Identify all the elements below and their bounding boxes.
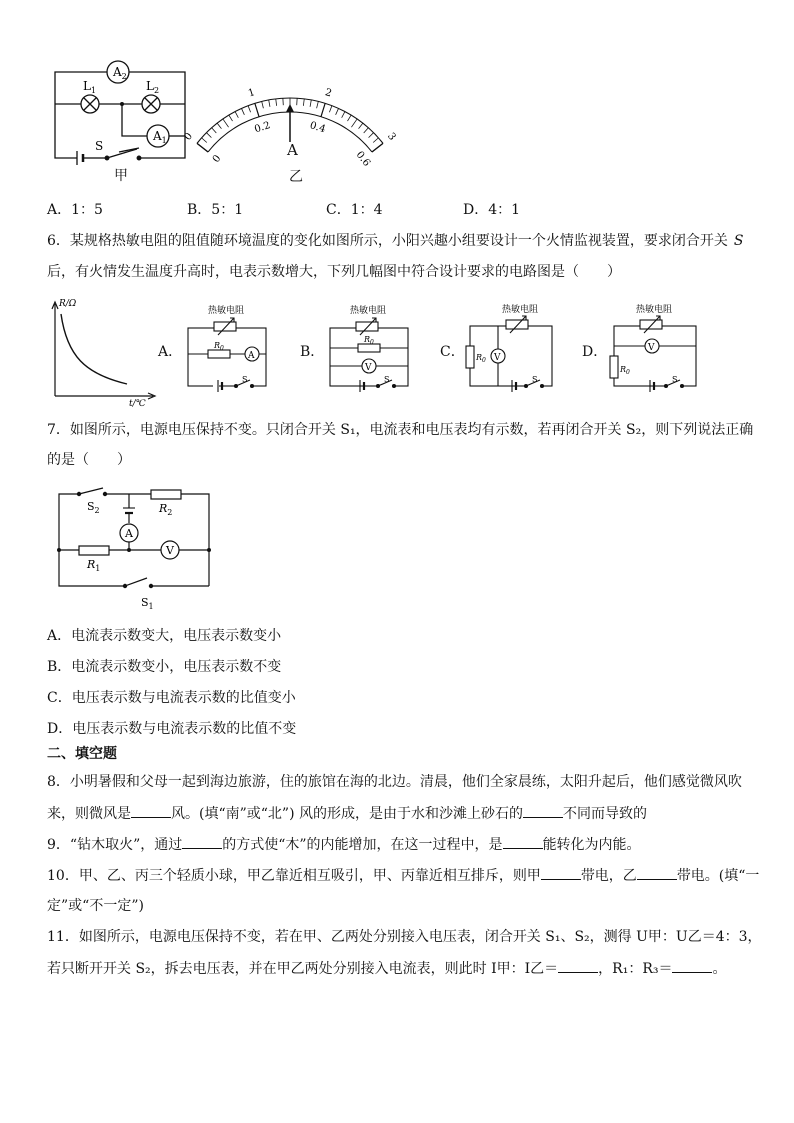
dial-tick bbox=[276, 99, 277, 106]
q7-text-line1: 7．如图所示，电源电压保持不变。只闭合开关 S₁，电流表和电压表均有示数，若再闭合开关 S₂，则下列说法正确 bbox=[47, 422, 754, 438]
q11-line2: 若只断开开关 S₂，拆去电压表，并在甲乙两处分别接入电流表，则此时 I甲：I乙＝ ，R₁：R₃＝ 。 bbox=[47, 958, 726, 979]
q11-line1: 11．如图所示，电源电压保持不变，若在甲、乙两处分别接入电压表，闭合开关 S₁、S₂，测得 U甲：U乙＝4：3， bbox=[47, 929, 762, 945]
q7-circuit bbox=[47, 482, 222, 612]
q6-circuit-d bbox=[606, 302, 706, 392]
dial-tick bbox=[317, 101, 319, 108]
q7-voltmeter: V bbox=[166, 544, 174, 557]
dial-upper-label: 0 bbox=[182, 130, 196, 143]
dial-tick bbox=[369, 133, 374, 138]
switch-d: S bbox=[672, 375, 678, 384]
voltmeter-d: V bbox=[648, 343, 655, 353]
voltmeter-c: V bbox=[494, 353, 501, 363]
dial-tick bbox=[229, 115, 233, 121]
thermistor-label-c: 热敏电阻 bbox=[502, 305, 539, 315]
ammeter-a: A bbox=[248, 351, 255, 361]
q6-circuit-b bbox=[322, 302, 422, 392]
dial-tick bbox=[364, 128, 369, 133]
dial-tick bbox=[348, 115, 352, 121]
r0-label-d: $R_0$ bbox=[620, 365, 630, 376]
graph-ylabel: R/Ω bbox=[59, 299, 77, 309]
a2-label: $A_2$ bbox=[113, 65, 127, 81]
q7-option-d: D．电压表示数与电流表示数的比值不变 bbox=[47, 721, 297, 737]
dial-tick bbox=[321, 103, 325, 116]
dial-tick bbox=[223, 119, 229, 127]
meter-unit: A bbox=[287, 141, 298, 159]
q6-option-b: B． bbox=[300, 344, 325, 360]
r0-label-a: $R_0$ bbox=[214, 341, 224, 352]
dial-tick bbox=[206, 133, 211, 138]
dial-tick bbox=[329, 106, 331, 113]
dial-tick bbox=[255, 103, 259, 116]
q8-blank-2[interactable] bbox=[523, 803, 563, 818]
dial-upper-label: 3 bbox=[384, 130, 398, 143]
q10-blank-1[interactable] bbox=[541, 865, 581, 880]
dial-tick bbox=[351, 119, 357, 127]
dial-tick bbox=[342, 112, 345, 118]
dial-tick bbox=[310, 100, 311, 107]
dial-lower-label: 0.6 bbox=[353, 149, 373, 169]
q6-option-d: D． bbox=[582, 344, 608, 360]
q5-option-a: A．1：5 bbox=[47, 202, 103, 218]
q5-label-jia: 甲 bbox=[114, 168, 128, 184]
q7-s2-label: $S_2$ bbox=[87, 500, 100, 515]
q8-blank-1[interactable] bbox=[131, 803, 171, 818]
section2-title: 二、填空题 bbox=[47, 746, 117, 762]
dial-tick bbox=[212, 128, 217, 133]
q10-blank-2[interactable] bbox=[637, 865, 677, 880]
dial-lower-label: 0 bbox=[210, 153, 224, 165]
q10-line1: 10．甲、乙、丙三个轻质小球，甲乙靠近相互吸引，甲、丙靠近相互排斥，则甲 带电，乙 带电。(填“一 bbox=[47, 865, 759, 886]
dial-tick bbox=[372, 143, 383, 152]
s-label: S bbox=[95, 139, 104, 153]
q7-s1-label: $S_1$ bbox=[141, 596, 154, 611]
thermistor-label-b: 热敏电阻 bbox=[350, 306, 387, 316]
q5-option-c: C．1：4 bbox=[326, 202, 383, 218]
q5-label-yi: 乙 bbox=[289, 169, 303, 185]
q6-circuit-a bbox=[180, 302, 280, 392]
q10-line2: 定”或“不一定”) bbox=[47, 898, 144, 914]
thermistor-label-d: 热敏电阻 bbox=[636, 305, 673, 315]
dial-tick bbox=[217, 123, 221, 129]
q9-blank-1[interactable] bbox=[182, 834, 222, 849]
q6-text-line2: 后，有火情发生温度升高时，电表示数增大，下列几幅图中符合设计要求的电路图是（ ） bbox=[47, 264, 621, 280]
dial-tick bbox=[235, 112, 238, 118]
dial-tick bbox=[303, 99, 304, 106]
q9-line: 9．“钻木取火”，通过 的方式使“木”的内能增加，在这一过程中，是 能转化为内能。 bbox=[47, 834, 641, 855]
switch-a: S bbox=[242, 375, 248, 384]
l1-label: $L_1$ bbox=[83, 79, 97, 95]
switch-b: S bbox=[384, 375, 390, 384]
dial-tick bbox=[262, 101, 264, 108]
dial-tick bbox=[197, 143, 208, 152]
q6-option-a: A． bbox=[158, 344, 183, 360]
dial-tick bbox=[336, 108, 339, 114]
q5-option-d: D．4：1 bbox=[463, 202, 521, 218]
dial-lower-label: 0.2 bbox=[253, 120, 272, 136]
dial-tick bbox=[373, 138, 378, 143]
dial-tick bbox=[242, 108, 245, 114]
r0-label-b: $R_0$ bbox=[364, 335, 374, 346]
dial-tick bbox=[269, 100, 270, 107]
q9-blank-2[interactable] bbox=[503, 834, 543, 849]
q8-line1: 8．小明暑假和父母一起到海边旅游，住的旅馆在海的北边。清晨，他们全家晨练，太阳升起后，他们感觉微风吹 bbox=[47, 774, 742, 790]
q11-blank-2[interactable] bbox=[672, 958, 712, 973]
q7-ammeter: A bbox=[125, 527, 133, 540]
q5-circuit-jia bbox=[47, 62, 197, 167]
voltmeter-b: V bbox=[365, 363, 372, 373]
q7-r1-label: $R_1$ bbox=[87, 558, 101, 573]
l2-label: $L_2$ bbox=[146, 79, 160, 95]
r0-label-c: $R_0$ bbox=[476, 353, 486, 364]
q6-option-c: C． bbox=[440, 344, 465, 360]
dial-tick bbox=[248, 106, 250, 113]
q6-text-line1: 6．某规格热敏电阻的阻值随环境温度的变化如图所示，小阳兴趣小组要设计一个火情监视装置，要求闭合开关 S bbox=[47, 233, 744, 249]
a1-label: $A_1$ bbox=[153, 129, 167, 145]
q7-option-b: B．电流表示数变小，电压表示数不变 bbox=[47, 659, 282, 675]
switch-c: S bbox=[532, 375, 538, 384]
dial-upper-label: 2 bbox=[323, 87, 333, 100]
q5-option-b: B．5：1 bbox=[187, 202, 244, 218]
dial-tick bbox=[359, 123, 363, 129]
q11-blank-1[interactable] bbox=[558, 958, 598, 973]
dial-lower-label: 0.4 bbox=[308, 120, 327, 136]
q7-option-a: A．电流表示数变大，电压表示数变小 bbox=[47, 628, 282, 644]
dial-upper-label: 1 bbox=[247, 87, 257, 100]
graph-xlabel: t/℃ bbox=[129, 399, 146, 409]
q7-r2-label: $R_2$ bbox=[159, 502, 173, 517]
q6-circuit-c bbox=[462, 302, 562, 392]
q6-rt-graph bbox=[45, 296, 165, 408]
dial-tick bbox=[202, 138, 207, 143]
q7-option-c: C．电压表示数与电流表示数的比值变小 bbox=[47, 690, 296, 706]
q7-text-line2: 的是（ ） bbox=[47, 452, 131, 468]
q8-line2: 来，则微风是 风。(填“南”或“北”) 风的形成，是由于水和沙滩上砂石的 不同而导致的 bbox=[47, 803, 647, 824]
thermistor-label-a: 热敏电阻 bbox=[208, 306, 245, 316]
